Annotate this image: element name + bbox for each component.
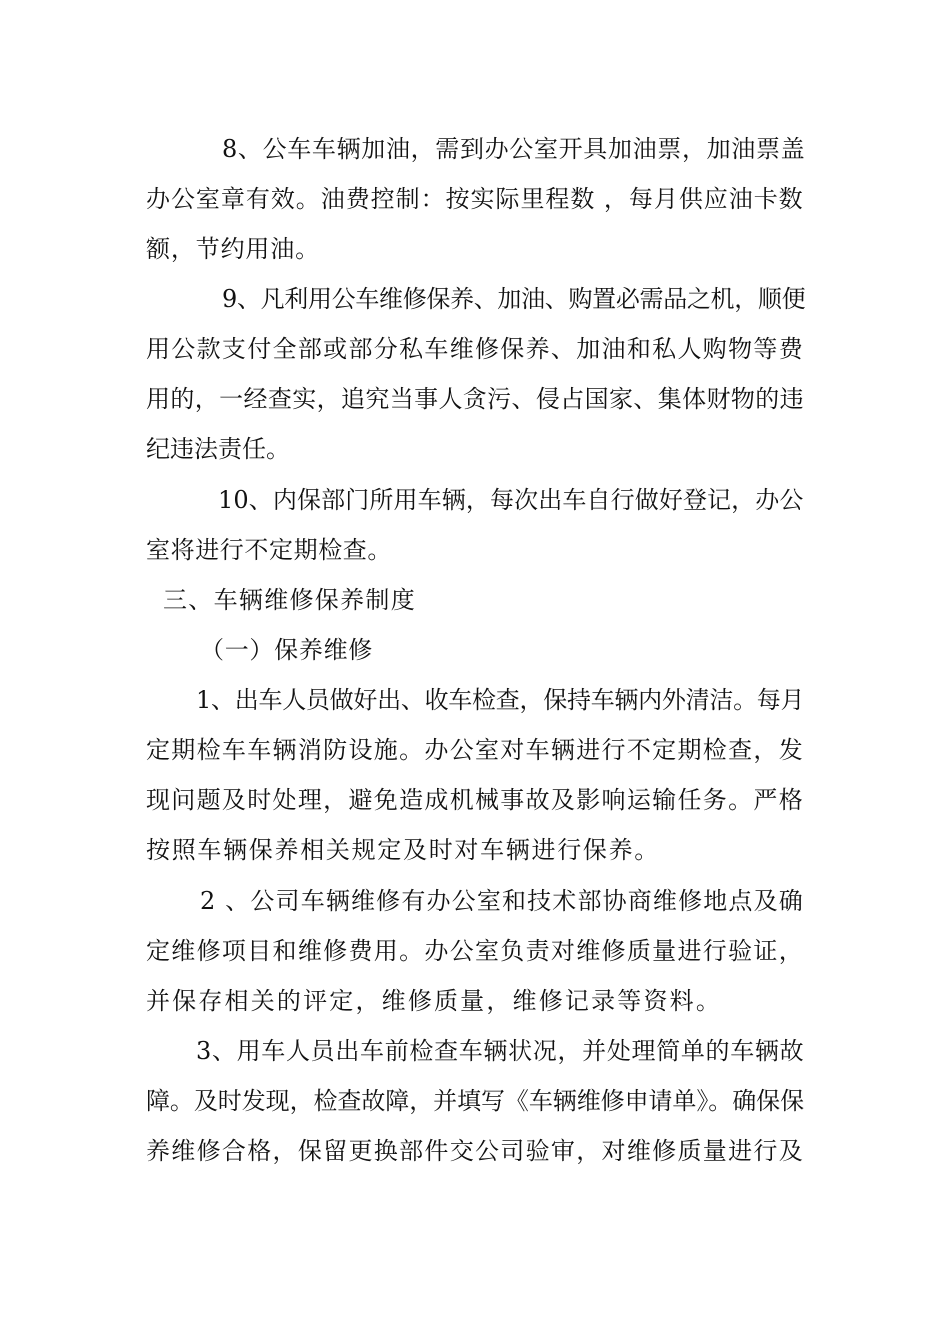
text-line: 用的，一经查实，追究当事人贪污、侵占国家、集体财物的违 (146, 385, 804, 413)
text-line: 1、出车人员做好出、收车检查，保持车辆内外清洁。每月 (196, 686, 805, 714)
text-line: 10、内保部门所用车辆，每次出车自行做好登记，办公 (218, 486, 804, 514)
text-line: 9、凡利用公车维修保养、加油、购置必需品之机，顺便 (222, 285, 806, 313)
text-line: 按照车辆保养相关规定及时对车辆进行保养。 (146, 836, 660, 864)
text-line: 用公款支付全部或部分私车维修保养、加油和私人购物等费 (146, 335, 805, 363)
text-line: 8、公车车辆加油，需到办公室开具加油票，加油票盖 (222, 135, 806, 163)
subsection-heading: （一）保养维修 (200, 636, 373, 664)
text-line: 并保存相关的评定，维修质量，维修记录等资料。 (146, 987, 723, 1015)
text-line: 现问题及时处理，避免造成机械事故及影响运输任务。严格 (146, 786, 805, 814)
text-line: 室将进行不定期检查。 (146, 536, 392, 564)
text-line: 障。及时发现，检查故障，并填写《车辆维修申请单》。确保保 (146, 1087, 805, 1115)
text-line: 纪违法责任。 (146, 435, 290, 463)
text-line: 定维修项目和维修费用。办公室负责对维修质量进行验证， (146, 937, 805, 965)
text-line: 定期检车车辆消防设施。办公室对车辆进行不定期检查，发 (146, 736, 805, 764)
text-line: 3、用车人员出车前检查车辆状况，并处理简单的车辆故 (196, 1037, 805, 1065)
section-heading: 三、车辆维修保养制度 (163, 586, 416, 614)
text-line: 2 、公司车辆维修有办公室和技术部协商维修地点及确 (200, 887, 804, 915)
text-line: 养维修合格，保留更换部件交公司验审，对维修质量进行及 (146, 1137, 805, 1165)
text-line: 额，节约用油。 (146, 235, 320, 263)
text-line: 办公室章有效。油费控制：按实际里程数 ，每月供应油卡数 (146, 185, 804, 213)
